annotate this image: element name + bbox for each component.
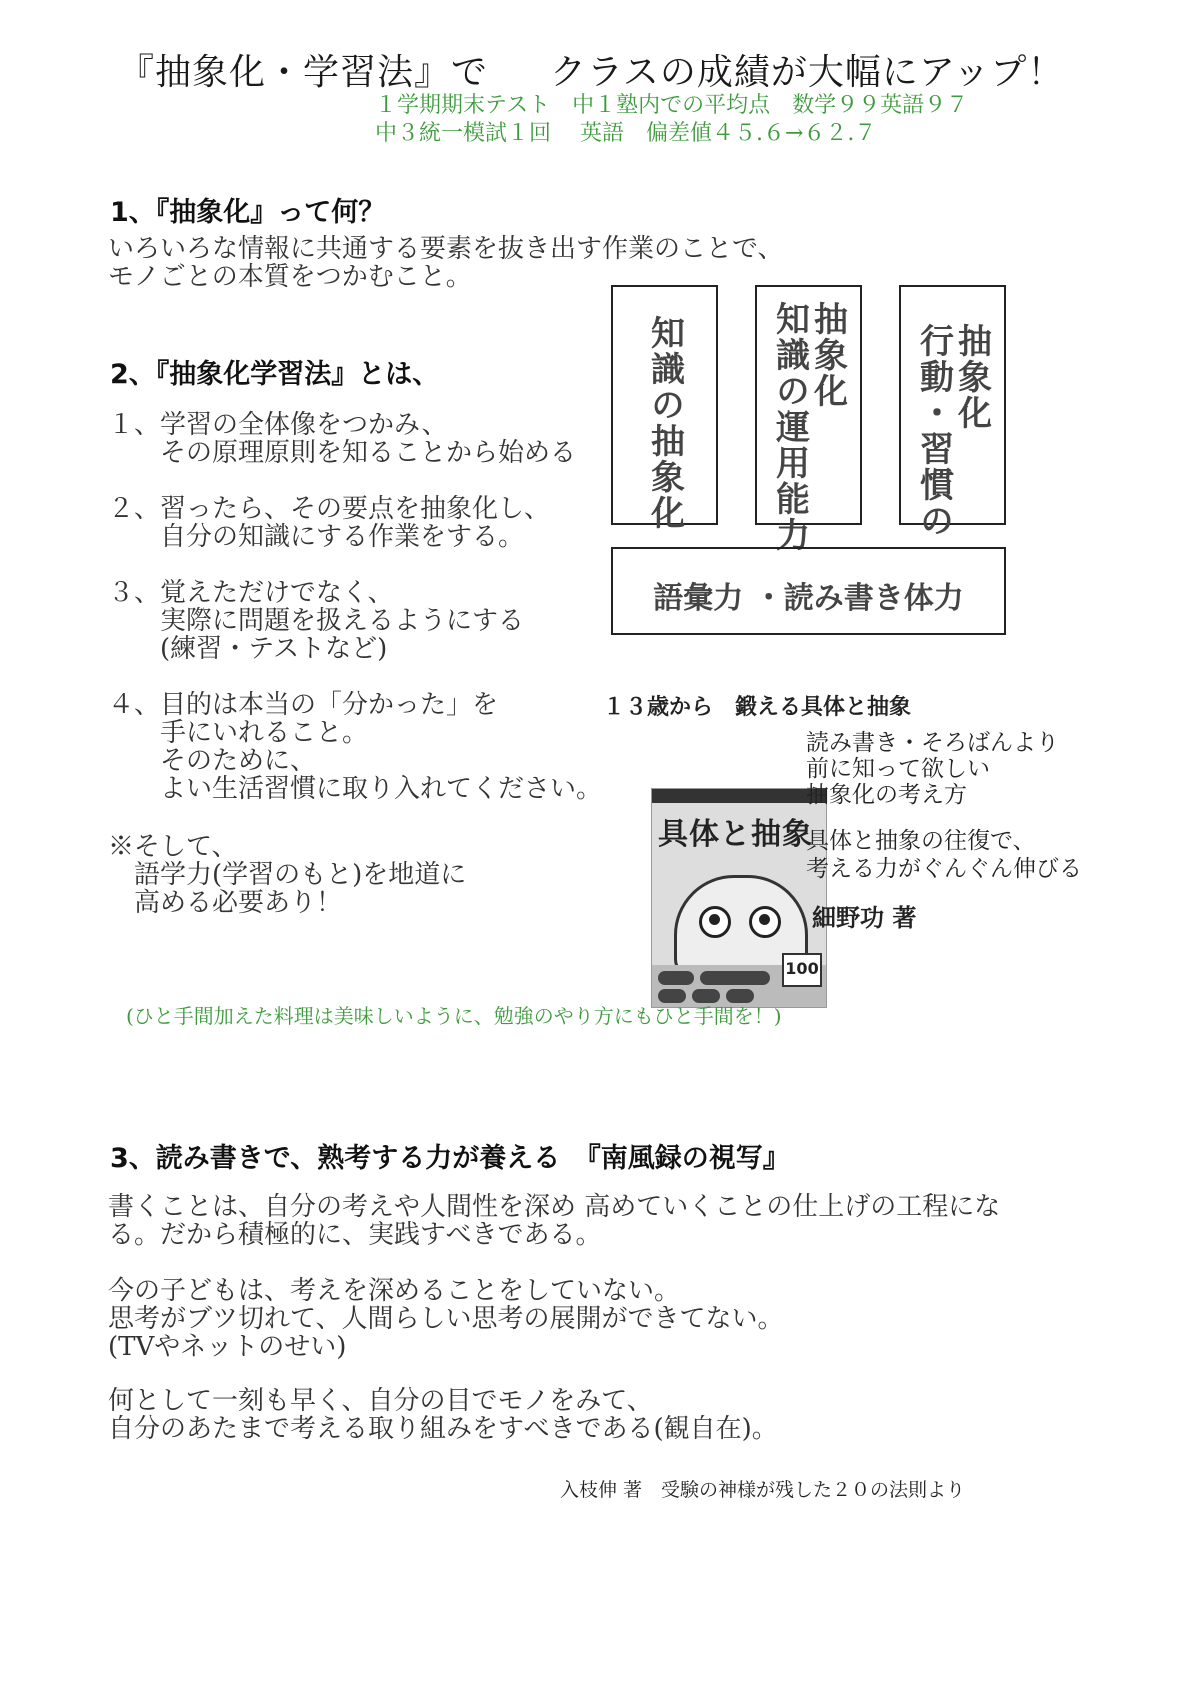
section3-heading: 3、読み書きで、熟考する力が養える 『南風録の視写』 bbox=[110, 1143, 790, 1174]
title-right: クラスの成績が大幅にアップ！ bbox=[550, 52, 1065, 93]
section3-para2-line-2: 思考がブツ切れて、人間らしい思考の展開ができてない。 bbox=[108, 1304, 784, 1334]
tip-text: (ひと手間加えた料理は美味しいように、勉強のやり方にもひと手間を！) bbox=[126, 1004, 782, 1028]
diagram-box-application-label: 抽象化 知識の運用能力 bbox=[769, 301, 848, 553]
diagram-box-knowledge bbox=[611, 285, 718, 531]
section3-para2-line-3: (TVやネットのせい) bbox=[108, 1332, 347, 1362]
diagram-box-application bbox=[755, 285, 862, 553]
section3-para3-line-1: 何として一刻も早く、自分の目でモノをみて、 bbox=[108, 1386, 653, 1416]
section3-para1-line-1: 書くことは、自分の考えや人間性を深め 高めていくことの仕上げの工程にな bbox=[108, 1192, 1001, 1222]
list-item-4-line-1: ４、目的は本当の「分かった」を bbox=[108, 690, 499, 720]
section2-heading: 2、『抽象化学習法』とは、 bbox=[110, 359, 440, 390]
list-item-1-line-1: １、学習の全体像をつかみ、 bbox=[108, 410, 448, 440]
result-line-2: 中３統一模試１回 英語 偏差値４５.６→６２.７ bbox=[375, 121, 877, 146]
result-line-1: １学期期末テスト 中１塾内での平均点 数学９９英語９７ bbox=[375, 93, 969, 118]
book-heading: １３歳から 鍛える具体と抽象 bbox=[603, 695, 912, 720]
list-item-1-line-2: その原理原則を知ることから始める bbox=[108, 438, 577, 468]
list-item-3-line-1: ３、覚えただけでなく、 bbox=[108, 578, 394, 608]
list-item-4-line-2: 手にいれること。 bbox=[108, 718, 369, 748]
list-item-2-line-2: 自分の知識にする作業をする。 bbox=[108, 522, 525, 552]
title-left: 『抽象化・学習法』で bbox=[118, 52, 489, 93]
note-line-3: 高める必要あり！ bbox=[108, 888, 343, 918]
book-desc1-line-1: 読み書き・そろばんより bbox=[806, 730, 1059, 756]
book-desc2-line-2: 考える力がぐんぐん伸びる bbox=[806, 856, 1082, 882]
book-cover-title: 具体と抽象 bbox=[658, 817, 813, 852]
section3-para1-line-2: る。だから積極的に、実践すべきである。 bbox=[108, 1220, 602, 1250]
note-line-2: 語学力(学習のもと)を地道に bbox=[108, 860, 467, 890]
source-citation: 入枝伸 著 受験の神様が残した２０の法則より bbox=[560, 1479, 966, 1501]
diagram-box-habit-label: 抽象化 行動・習慣の bbox=[913, 323, 992, 539]
section1-line-1: いろいろな情報に共通する要素を抜き出す作業のことで、 bbox=[108, 234, 784, 264]
note-line-1: ※そして、 bbox=[108, 832, 238, 862]
book-cover-image bbox=[651, 788, 827, 1008]
diagram-box-knowledge-label: 知識の抽象化 bbox=[644, 315, 685, 531]
list-item-3-line-3: (練習・テストなど) bbox=[108, 634, 388, 664]
list-item-4-line-4: よい生活習慣に取り入れてください。 bbox=[108, 774, 603, 804]
section1-heading: 1、『抽象化』って何？ bbox=[110, 197, 386, 228]
diagram-base-label: 語彙力 ・読み書き体力 bbox=[653, 581, 964, 616]
book-cover-badge: 100 bbox=[782, 953, 822, 987]
section1-line-2: モノごとの本質をつかむこと。 bbox=[108, 262, 472, 292]
book-author: 細野功 著 bbox=[812, 904, 917, 932]
diagram-base-box bbox=[611, 547, 1006, 635]
list-item-2-line-1: ２、習ったら、その要点を抽象化し、 bbox=[108, 494, 551, 524]
diagram-box-habit bbox=[899, 285, 1006, 539]
section3-para3-line-2: 自分のあたまで考える取り組みをすべきである(観自在)。 bbox=[108, 1414, 778, 1444]
section3-para2-line-1: 今の子どもは、考えを深めることをしていない。 bbox=[108, 1276, 681, 1306]
book-desc2-line-1: 具体と抽象の往復で、 bbox=[806, 828, 1036, 854]
list-item-3-line-2: 実際に問題を扱えるようにする bbox=[108, 606, 525, 636]
list-item-4-line-3: そのために、 bbox=[108, 746, 317, 776]
book-desc1-line-2: 前に知って欲しい bbox=[806, 756, 990, 782]
book-desc1-line-3: 抽象化の考え方 bbox=[806, 782, 967, 808]
